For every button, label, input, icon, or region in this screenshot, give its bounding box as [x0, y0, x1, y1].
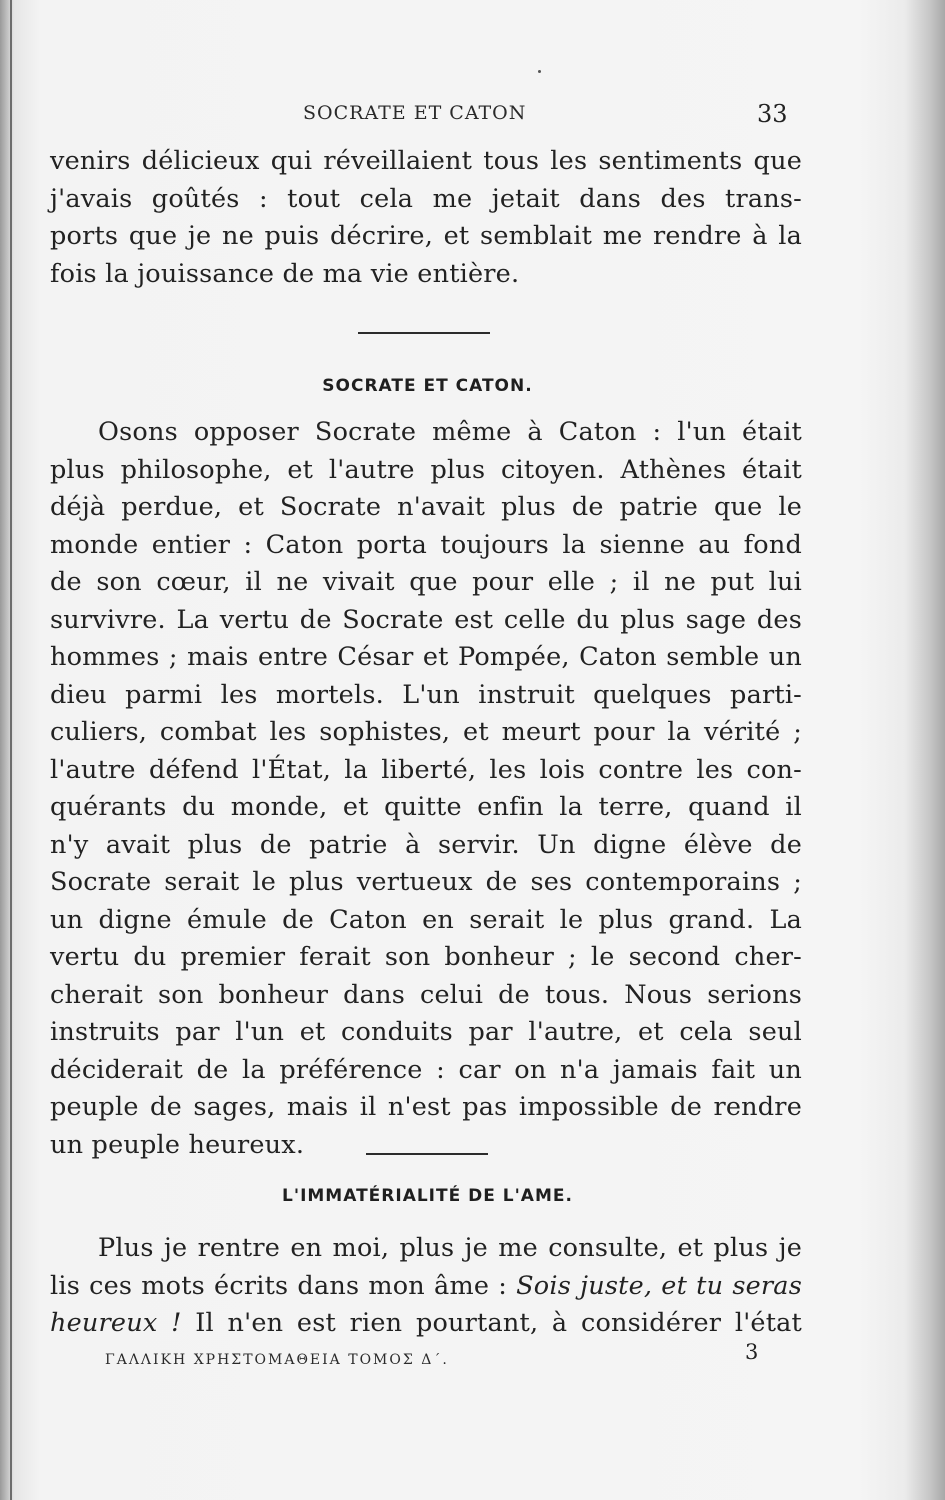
text-line: monde entier : Caton porta toujours la sienne au fond	[50, 529, 802, 560]
text-line: dieu parmi les mortels. L'un instruit quelques parti-	[50, 679, 802, 710]
text-line: déciderait de la préférence : car on n'a jamais fait un	[50, 1054, 802, 1085]
text-line: fois la jouissance de ma vie entière.	[50, 258, 520, 289]
text-line: l'autre défend l'État, la liberté, les lois contre les con-	[50, 754, 802, 785]
text-line: déjà perdue, et Socrate n'avait plus de patrie que le	[50, 492, 802, 522]
text-line	[50, 1268, 802, 1306]
text-line: Plus je rentre en moi, plus je me consulte, et plus je	[98, 1233, 802, 1263]
text-line: cherait son bonheur dans celui de tous. Nous serions	[50, 979, 802, 1010]
continuation-paragraph	[50, 143, 802, 293]
text-line: Socrate serait le plus vertueux de ses contemporains ;	[50, 867, 802, 897]
italic-quote: heureux !	[50, 1308, 182, 1338]
text-line: ports que je ne puis décrire, et semblait me rendre à la	[50, 221, 802, 251]
text-line: peuple de sages, mais il n'est pas impossible de rendre	[50, 1092, 802, 1122]
page-edge	[10, 0, 12, 1500]
page-number: 33	[757, 100, 788, 128]
italic-quote: Sois juste, et tu seras	[516, 1270, 802, 1301]
text-line: vertu du premier ferait son bonheur ; le second cher-	[50, 942, 802, 972]
text-line: hommes ; mais entre César et Pompée, Caton semble un	[50, 642, 802, 672]
text-line: quérants du monde, et quitte enfin la terre, quand il	[50, 792, 802, 822]
text-line: plus philosophe, et l'autre plus citoyen. Athènes était	[50, 454, 802, 485]
section-heading: SOCRATE ET CATON.	[322, 376, 533, 396]
text-line: culiers, combat les sophistes, et meurt pour la vérité ;	[50, 717, 802, 747]
text-run: lis ces mots écrits dans mon âme :	[50, 1270, 517, 1301]
section-divider	[366, 1153, 488, 1155]
section-paragraph	[50, 414, 802, 1164]
text-run: Il n'en est rien pourtant, à considérer l'état	[181, 1308, 802, 1338]
section-paragraph	[50, 1230, 802, 1343]
section-divider	[358, 332, 490, 334]
running-head	[0, 100, 945, 130]
text-line: Osons opposer Socrate même à Caton : l'un était	[98, 417, 802, 447]
text-line: un digne émule de Caton en serait le plus grand. La	[50, 904, 802, 935]
text-line: j'avais goûtés : tout cela me jetait dans des trans-	[50, 183, 802, 214]
signature-number: 3	[745, 1340, 759, 1364]
text-line: survivre. La vertu de Socrate est celle du plus sage des	[50, 604, 802, 635]
text-line: venirs délicieux qui réveillaient tous les sentiments que	[50, 146, 802, 176]
text-line: n'y avait plus de patrie à servir. Un digne élève de	[50, 829, 802, 860]
running-title: SOCRATE ET CATON	[303, 102, 527, 124]
ink-speck	[538, 70, 541, 73]
text-line: un peuple heureux.	[50, 1129, 305, 1160]
text-line: instruits par l'un et conduits par l'autre, et cela seul	[50, 1017, 802, 1047]
text-line: de son cœur, il ne vivait que pour elle ; il ne put lui	[50, 567, 802, 597]
section-heading: L'IMMATÉRIALITÉ DE L'AME.	[282, 1186, 573, 1206]
text-line	[50, 1305, 802, 1343]
signature-mark: ΓΑΛΛΙΚΗ ΧΡΗΣΤΟΜΑΘΕΙΑ ΤΟΜΟΣ Δ΄.	[105, 1352, 449, 1368]
